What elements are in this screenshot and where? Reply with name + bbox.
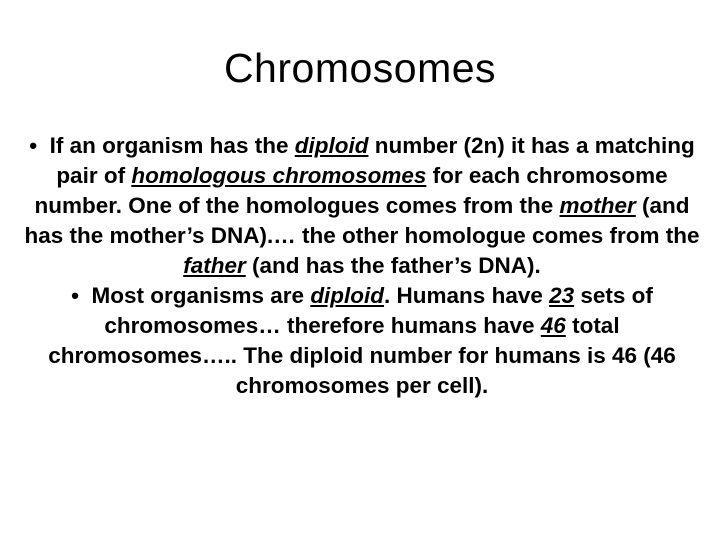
bullet-text: Most organisms are — [91, 283, 311, 308]
bullet-list — [12, 131, 712, 401]
bullet-text: . Humans have — [384, 283, 550, 308]
term-46: 46 — [540, 313, 566, 338]
term-23: 23 — [549, 283, 575, 308]
term-diploid: diploid — [294, 133, 369, 158]
term-diploid: diploid — [310, 283, 385, 308]
bullet-text: (and has the mother’s DNA).… the other homologue comes from the — [24, 193, 700, 248]
bullet-text: sets of chromosomes… therefore humans have — [104, 283, 653, 338]
slide-title: Chromosomes — [223, 45, 497, 91]
bullet-text: (and has the father’s DNA). — [245, 253, 541, 278]
term-mother: mother — [559, 193, 636, 218]
term-father: father — [183, 253, 246, 278]
bullet-item-diploid-definition — [12, 131, 712, 281]
bullet-marker: • — [29, 133, 38, 158]
bullet-item-human-diploid — [12, 281, 712, 401]
bullet-marker: • — [71, 283, 79, 308]
bullet-text: total chromosomes….. The diploid number for humans is 46 (46 chromosomes per cell). — [48, 313, 676, 398]
bullet-text: for each chromosome number. One of the homologues comes from the — [34, 163, 668, 218]
bullet-text: If an organism has the — [49, 133, 295, 158]
term-homologous-chromosomes: homologous chromosomes — [131, 163, 427, 188]
bullet-text: number (2n) it has a matching pair of — [56, 133, 695, 188]
